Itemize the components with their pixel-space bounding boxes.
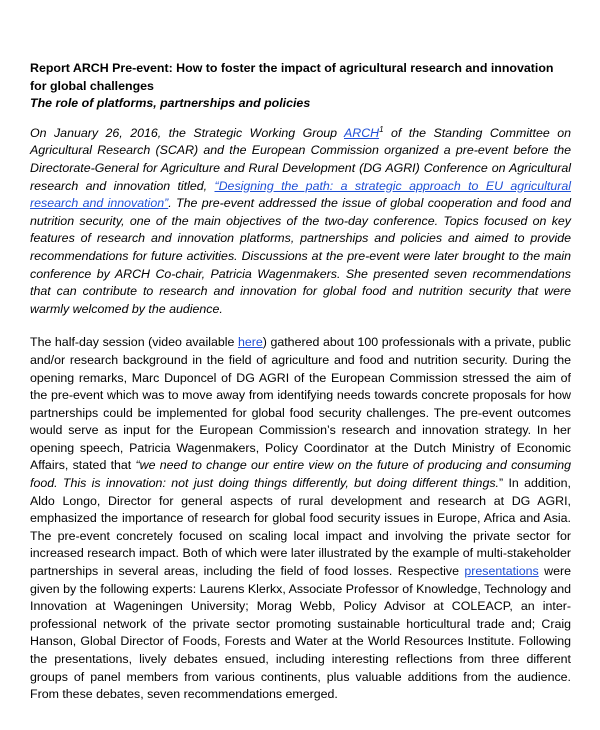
session-text-4: were given by the following experts: Laurens Klerkx, Associate Professor of Knowledge, Technology and Innovation at Wageningen University; Morag Webb, Policy Advisor at COLEACP, an inter-professional network of the private sector promoting sustainable horticultural trade and; Craig Hanson, Global Director of Foods, Forests and Water at the World Resources Institute. Following the presentations, lively debates ensued, including interesting reflections from three different groups of panel members from various continents, plus valuable additions from the audience. From these debates, seven recommendations emerged. bbox=[30, 564, 571, 702]
document-page bbox=[30, 60, 571, 704]
video-here-link[interactable]: here bbox=[237, 335, 263, 350]
presentations-link[interactable]: presentations bbox=[464, 564, 539, 579]
intro-text-3: . The pre-event addressed the issue of global cooperation and food and nutrition security, one of the main objectives of the two-day conference. Topics focused on key features of research and innovation platforms, partnerships and policies and aimed to provide recommendations for future activities. Discussions at the pre-event were later brought to the main conference by ARCH Co-chair, Patricia Wagenmakers. She presented seven recommendations that can contribute to research and innovation for global food and nutrition security that were warmly welcomed by the audience. bbox=[30, 196, 572, 316]
intro-text-1: On January 26, 2016, the Strategic Working Group bbox=[30, 125, 344, 140]
intro-paragraph bbox=[30, 125, 571, 319]
arch-link[interactable]: ARCH bbox=[344, 125, 380, 140]
report-subtitle: The role of platforms, partnerships and policies bbox=[30, 96, 311, 111]
report-title: Report ARCH Pre-event: How to foster the impact of agricultural research and innovation for global challenges bbox=[30, 61, 554, 93]
conference-title-link[interactable]: “Designing the path: a strategic approach to EU agricultural research and innovation” bbox=[30, 178, 572, 211]
session-text-3: ” In addition, Aldo Longo, Director for general aspects of rural development and research at DG AGRI, emphasized the importance of research for global food security issues in Europe, Africa and Asia. The pre-event concretely focused on scaling local impact and involving the private sector for increased research impact. Both of which were later illustrated by the example of multi-stakeholder partnerships in several areas, including the field of food losses. Respective bbox=[30, 476, 571, 579]
session-text-1: The half-day session (video available bbox=[30, 335, 238, 350]
session-text-2: ) gathered about 100 professionals with a private, public and/or research background in the field of agriculture and food and nutrition security. During the opening remarks, Marc Duponcel of DG AGRI of the European Commission stressed the aim of the pre-event which was to move away from identifying needs towards concrete proposals for how partnerships could be implemented for global food security challenges. The pre-event outcomes would serve as input for the European Commission’s research and innovation strategy. In her opening speech, Patricia Wagenmakers, Policy Coordinator at the Dutch Ministry of Economic Affairs, stated that bbox=[30, 335, 571, 473]
wagenmakers-quote: “we need to change our entire view on the future of producing and consuming food. This is innovation: not just doing things differently, but doing different things. bbox=[30, 458, 571, 491]
footnote-marker: 1 bbox=[379, 124, 384, 134]
session-paragraph bbox=[30, 334, 571, 703]
intro-text-2: of the Standing Committee on Agricultural Research (SCAR) and the European Commission organized a pre-event before the Directorate-General for Agriculture and Rural Development (DG AGRI) Conference on Agricultural research and innovation titled, bbox=[30, 125, 571, 193]
